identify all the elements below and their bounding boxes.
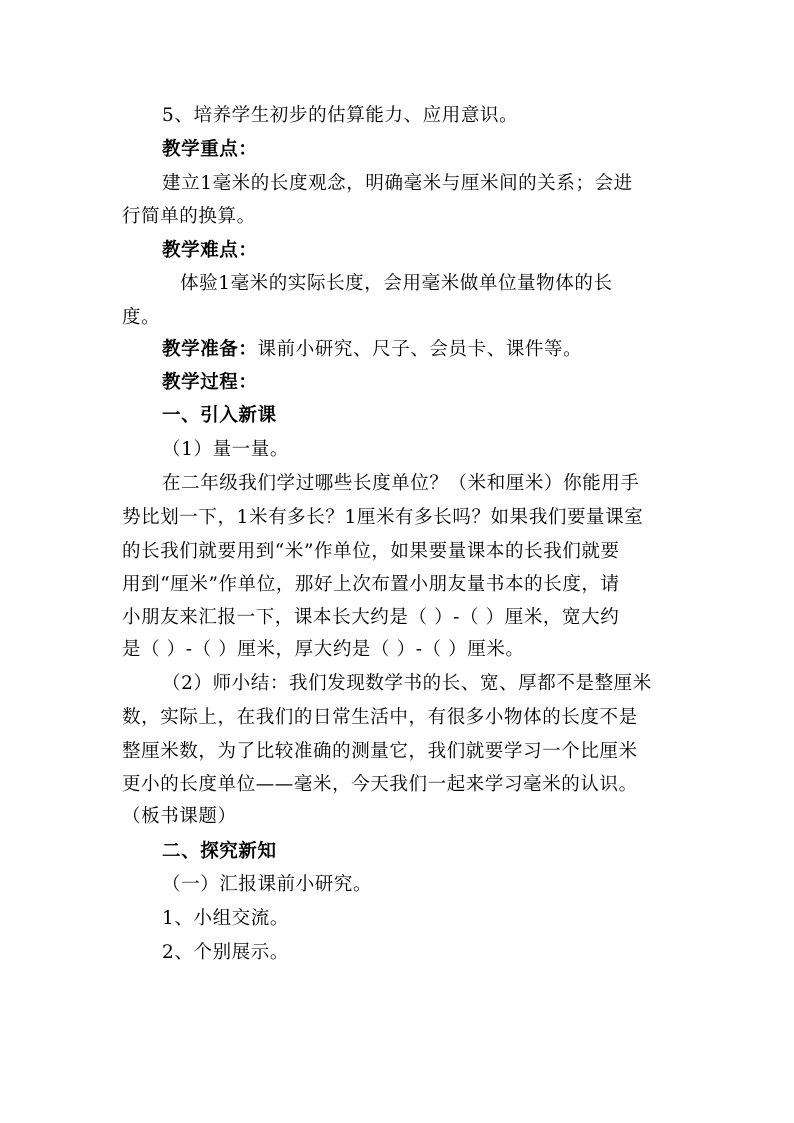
preparation-line [162, 334, 582, 366]
intro-paragraph-line-6: 是（ ）-（ ）厘米，厚大约是（ ）-（ ）厘米。 [122, 639, 525, 660]
summary-line-2: 数，实际上，在我们的日常生活中，有很多小物体的长度不是 [122, 707, 638, 728]
step-group-exchange: 1、小组交流。 [162, 908, 289, 929]
heading-key-points: 教学重点： [162, 139, 258, 160]
section-intro-heading: 一、引入新课 [162, 405, 277, 426]
preparation-text: 课前小研究、尺子、会员卡、课件等。 [257, 339, 583, 360]
intro-paragraph-line-3: 的长我们就要用到“米”作单位，如果要量课本的长我们就要 [122, 541, 620, 562]
key-points-line-2: 行简单的换算。 [122, 206, 256, 227]
objective-5: 5、培养学生初步的估算能力、应用意识。 [162, 105, 519, 126]
intro-paragraph-line-4: 用到“厘米”作单位，那好上次布置小朋友量书本的长度，请 [122, 574, 620, 595]
heading-difficulties: 教学难点： [162, 240, 258, 261]
difficulties-line-2: 度。 [122, 307, 161, 328]
heading-preparation: 教学准备： [162, 339, 258, 360]
step-measure: （1）量一量。 [162, 439, 289, 460]
step-report: （一）汇报课前小研究。 [162, 874, 373, 895]
summary-line-4: 更小的长度单位——毫米，今天我们一起来学习毫米的认识。 [122, 774, 638, 795]
step-individual-show: 2、个别展示。 [162, 942, 289, 963]
key-points-line-1: 建立1毫米的长度观念，明确毫米与厘米间的关系；会进 [162, 173, 633, 194]
section-explore-heading: 二、探究新知 [162, 841, 277, 862]
board-title-note: （板书课题） [122, 806, 237, 827]
intro-paragraph-line-2: 势比划一下，1米有多长？1厘米有多长吗？如果我们要量课室 [122, 507, 644, 528]
heading-process: 教学过程： [162, 372, 258, 393]
difficulties-line-1: 体验1毫米的实际长度，会用毫米做单位量物体的长 [180, 273, 613, 294]
summary-line-3: 整厘米数，为了比较准确的测量它，我们就要学习一个比厘米 [122, 741, 638, 762]
intro-paragraph-line-1: 在二年级我们学过哪些长度单位？（米和厘米）你能用手 [162, 473, 640, 494]
summary-line-1: （2）师小结：我们发现数学书的长、宽、厚都不是整厘米 [162, 673, 652, 694]
intro-paragraph-line-5: 小朋友来汇报一下，课本长大约是（ ）-（ ）厘米，宽大约 [122, 607, 620, 628]
